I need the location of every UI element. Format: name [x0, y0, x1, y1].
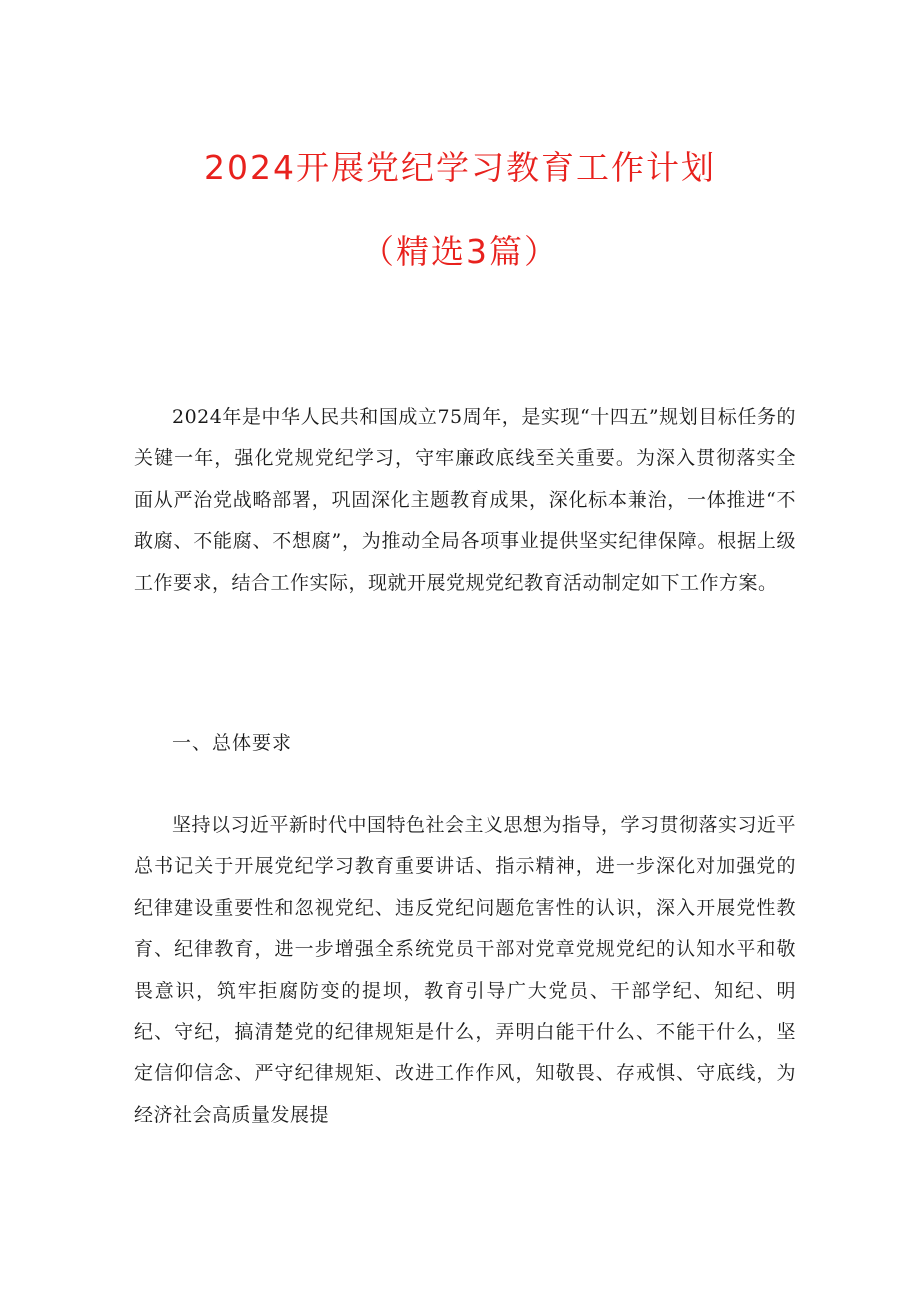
- document-title: 2024开展党纪学习教育工作计划: [204, 148, 716, 187]
- section-heading: 一、总体要求: [172, 732, 293, 754]
- intro-paragraph: 2024年是中华人民共和国成立75周年，是实现“十四五”规划目标任务的关键一年，强化党规党纪学习，守牢廉政底线至关重要。为深入贯彻落实全面从严治党战略部署，巩固深化主题教育成果，深化标本兼治，一体推进“不敢腐、不能腐、不想腐”，为推动全局各项事业提供坚实纪律保障。根据上级工作要求，结合工作实际，现就开展党规党纪教育活动制定如下工作方案。: [134, 406, 796, 594]
- section-body-paragraph: 坚持以习近平新时代中国特色社会主义思想为指导，学习贯彻落实习近平总书记关于开展党纪学习教育重要讲话、指示精神，进一步深化对加强党的纪律建设重要性和忽视党纪、违反党纪问题危害性的认识，深入开展党性教育、纪律教育，进一步增强全系统党员干部对党章党规党纪的认知水平和敬畏意识，筑牢拒腐防变的提坝，教育引导广大党员、干部学纪、知纪、明纪、守纪，搞清楚党的纪律规矩是什么，弄明白能干什么、不能干什么，坚定信仰信念、严守纪律规矩、改进工作作风，知敬畏、存戒惧、守底线，为经济社会高质量发展提: [134, 814, 797, 1126]
- document-subtitle: （精选3篇）: [361, 232, 559, 271]
